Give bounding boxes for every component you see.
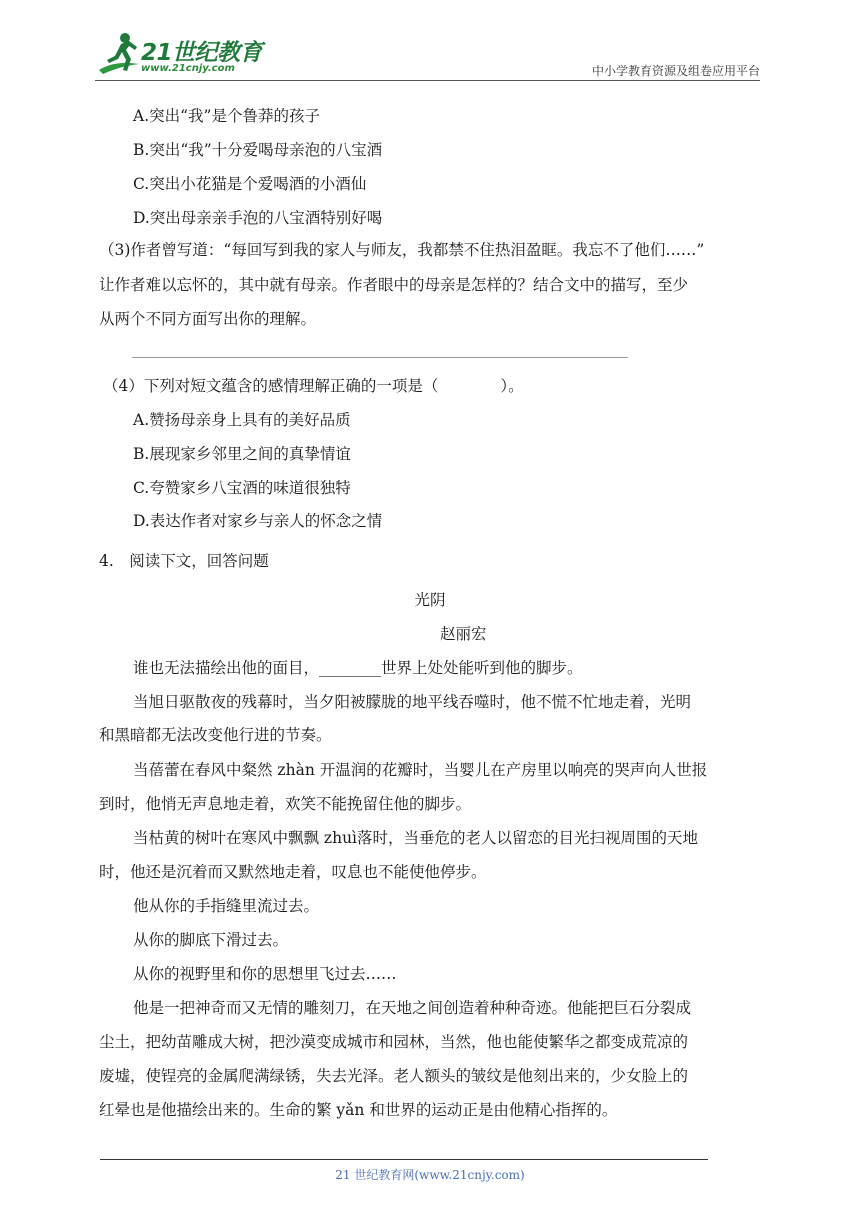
passage-line: 当旭日驱散夜的残幕时，当夕阳被朦胧的地平线吞噬时，他不慌不忙地走着，光明 <box>133 693 692 711</box>
passage-line: 尘土，把幼苗雕成大树，把沙漠变成城市和园林，当然，他也能使繁华之都变成荒凉的 <box>99 1033 689 1051</box>
passage-line: 从你的视野里和你的思想里飞过去…… <box>133 965 397 983</box>
footer-divider <box>100 1159 708 1160</box>
question-3-line-1: （3)作者曾写道：“每回写到我的家人与师友，我都禁不住热泪盈眶。我忘不了他们……” <box>99 241 705 259</box>
passage-author: 赵丽宏 <box>440 625 487 643</box>
q4-option-b: B.展现家乡邻里之间的真挚情谊 <box>133 445 351 463</box>
passage-line: 当蓓蕾在春风中粲然 zhàn 开温润的花瓣时，当婴儿在产房里以响亮的哭声向人世报 <box>133 761 708 779</box>
passage-line: 谁也无法描绘出他的面目，________世界上处处能听到他的脚步。 <box>133 659 583 677</box>
section-4-instruction: 4. 阅读下文，回答问题 <box>99 552 269 570</box>
q4-option-a: A.赞扬母亲身上具有的美好品质 <box>133 411 351 429</box>
question-3-line-3: 从两个不同方面写出你的理解。 <box>99 310 317 328</box>
q4-option-d: D.表达作者对家乡与亲人的怀念之情 <box>133 512 383 530</box>
option-a: A.突出“我”是个鲁莽的孩子 <box>133 107 320 125</box>
passage-title: 光阴 <box>414 591 446 609</box>
header-divider <box>95 80 760 81</box>
runner-logo-icon <box>95 30 145 80</box>
passage-line: 到时，他悄无声息地走着，欢笑不能挽留住他的脚步。 <box>99 795 472 813</box>
page-header <box>95 30 760 80</box>
option-d: D.突出母亲亲手泡的八宝酒特别好喝 <box>133 209 383 227</box>
question-4-stem: （4）下列对短文蕴含的感情理解正确的一项是（ ）。 <box>103 377 524 395</box>
passage-line: 他从你的手指缝里流过去。 <box>133 897 320 915</box>
logo-text: 21世纪教育 <box>141 40 263 66</box>
option-b: B.突出“我”十分爱喝母亲泡的八宝酒 <box>133 141 383 159</box>
passage-line: 从你的脚底下滑过去。 <box>133 931 289 949</box>
passage-line: 当枯黄的树叶在寒风中飘飘 zhuì落时，当垂危的老人以留恋的目光扫视周围的天地 <box>133 829 699 847</box>
passage-line: 时，他还是沉着而又默然地走着，叹息也不能使他停步。 <box>99 863 487 881</box>
passage-line: 和黑暗都无法改变他行进的节奏。 <box>99 726 332 744</box>
passage-line: 废墟，使锃亮的金属爬满绿锈，失去光泽。老人额头的皱纹是他刻出来的，少女脸上的 <box>99 1067 689 1085</box>
passage-line: 红晕也是他描绘出来的。生命的繁 yǎn 和世界的运动正是由他精心指挥的。 <box>99 1101 618 1119</box>
platform-slogan: 中小学教育资源及组卷应用平台 <box>591 64 760 78</box>
question-3-line-2: 让作者难以忘怀的，其中就有母亲。作者眼中的母亲是怎样的？结合文中的描写，至少 <box>99 276 689 294</box>
q4-option-c: C.夸赞家乡八宝酒的味道很独特 <box>133 479 351 497</box>
passage-line: 他是一把神奇而又无情的雕刻刀，在天地之间创造着种种奇迹。他能把巨石分裂成 <box>133 999 692 1017</box>
site-logo[interactable] <box>95 30 265 80</box>
footer-link[interactable]: 21 世纪教育网(www.21cnjy.com) <box>335 1168 525 1182</box>
option-c: C.突出小花猫是个爱喝酒的小酒仙 <box>133 175 367 193</box>
answer-blank-line[interactable] <box>132 357 628 358</box>
logo-url: www.21cnjy.com <box>141 63 235 74</box>
